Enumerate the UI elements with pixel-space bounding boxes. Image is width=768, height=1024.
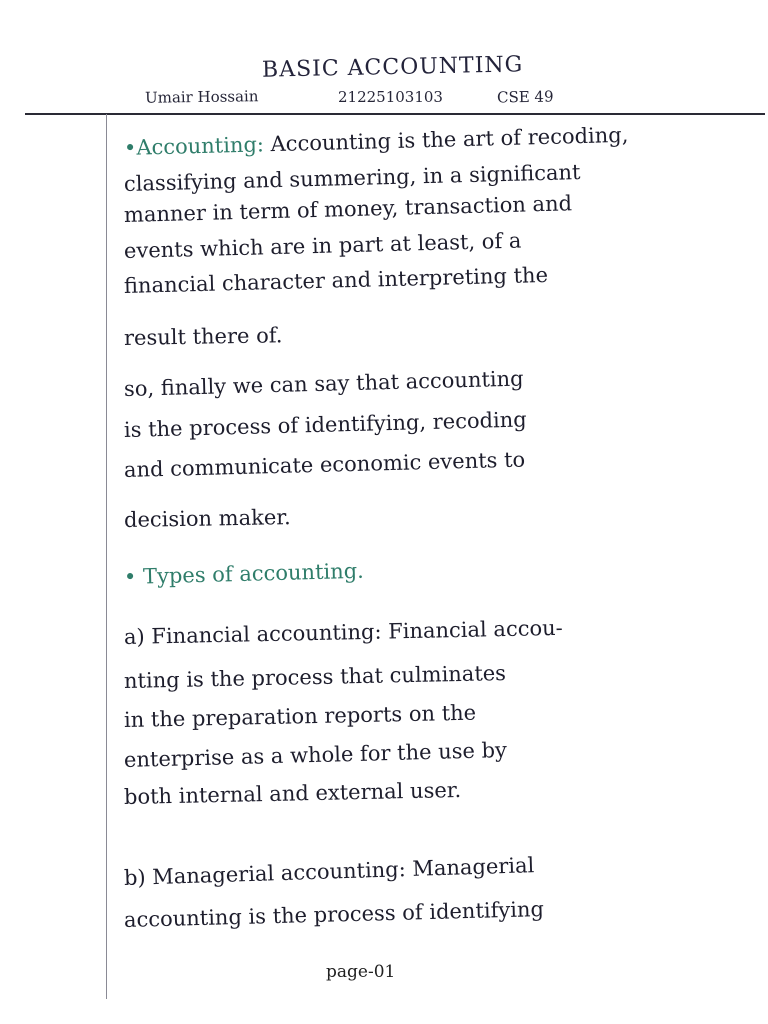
- text-line: enterprise as a whole for the use by: [123, 737, 508, 772]
- text-line: is the process of identifying, recoding: [123, 407, 527, 442]
- text-line: so, finally we can say that accounting: [123, 366, 524, 401]
- heading-types: • Types of accounting.: [123, 558, 365, 589]
- margin-rule: [106, 114, 107, 999]
- heading-accounting: •Accounting:: [123, 132, 265, 160]
- text-line: a) Financial accounting: Financial accou-: [123, 615, 563, 649]
- text-line: manner in term of money, transaction and: [123, 191, 573, 227]
- text-line: in the preparation reports on the: [123, 700, 477, 732]
- text-line: [124, 120, 744, 160]
- text-line: accounting is the process of identifying: [123, 897, 545, 932]
- text-line: and communicate economic events to: [123, 447, 526, 482]
- header-rule: [25, 113, 765, 115]
- text-line: both internal and external user.: [123, 777, 462, 809]
- text-line: classifying and summering, in a significant: [123, 160, 581, 196]
- department: CSE 49: [496, 87, 554, 107]
- page-title: BASIC ACCOUNTING: [261, 52, 524, 83]
- student-id: 21225103103: [338, 88, 443, 106]
- text-line: result there of.: [123, 323, 283, 350]
- text-line: nting is the process that culminates: [123, 661, 507, 693]
- text-span: Accounting is the art of recoding,: [263, 122, 629, 157]
- student-name: Umair Hossain: [144, 87, 259, 107]
- text-line: financial character and interpreting the: [123, 262, 549, 298]
- text-line: decision maker.: [123, 505, 291, 532]
- page-number: page-01: [326, 962, 396, 982]
- text-line: b) Managerial accounting: Managerial: [123, 853, 535, 890]
- text-line: events which are in part at least, of a: [123, 228, 522, 263]
